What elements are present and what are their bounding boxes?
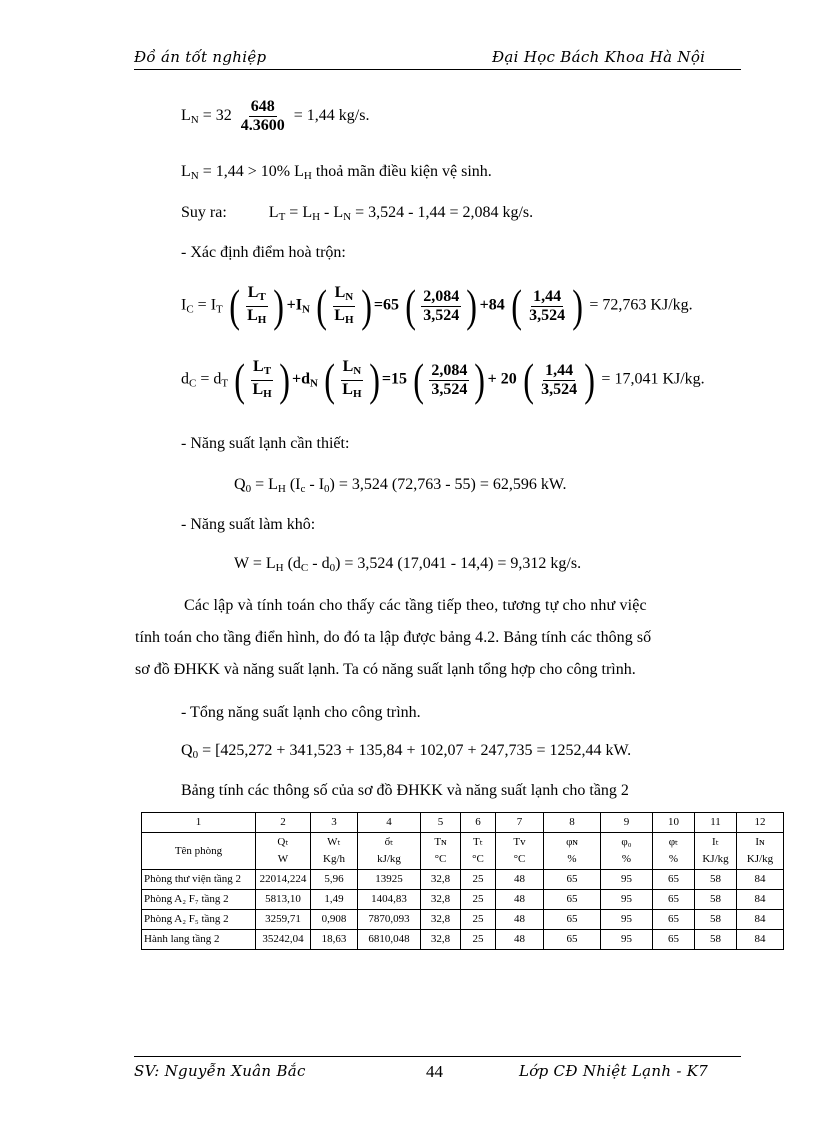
cooling-heading: - Năng suất lạnh cần thiết: <box>181 435 350 452</box>
table-cell: 32,8 <box>421 910 461 930</box>
table-cell: 32,8 <box>421 870 461 890</box>
table-cell: 4 <box>358 813 421 833</box>
table-cell: Wₜ Kg/h <box>311 833 358 870</box>
table-cell: 58 <box>695 870 737 890</box>
table-cell: 84 <box>737 890 784 910</box>
equation-ic: $I_C = I_T$ ( $\frac{L_T}{L_H}$ ) $+I_N$ ( $\frac{L_N}{L_H}$ ) =65 ( $\frac{2,084}{3,524}$ ) +84 ( $\frac{1,44}{3,524}$ ) = 72,763 KJ/kg. <box>181 280 693 331</box>
table-cell: 65 <box>653 870 695 890</box>
table-cell: 10 <box>653 813 695 833</box>
fraction: $\frac{648}{4.3600}$ <box>240 98 285 134</box>
table-cell: 5,96 <box>311 870 358 890</box>
table-cell: 65 <box>544 910 601 930</box>
table-cell: 58 <box>695 930 737 950</box>
table-cell: 7 <box>496 813 544 833</box>
table-cell: 8 <box>544 813 601 833</box>
table-cell: 65 <box>653 930 695 950</box>
table-cell: 84 <box>737 910 784 930</box>
table-cell: 25 <box>461 890 496 910</box>
header-left: Đồ án tốt nghiệp <box>134 48 267 66</box>
table-cell: 84 <box>737 930 784 950</box>
table-cell: 84 <box>737 870 784 890</box>
table-cell: 58 <box>695 910 737 930</box>
paragraph-line-1: Các lập và tính toán cho thấy các tầng tiếp theo, tương tự cho như việc <box>184 597 647 614</box>
table-cell: 25 <box>461 870 496 890</box>
footer-right: Lớp CĐ Nhiệt Lạnh - K7 <box>519 1062 709 1080</box>
table-cell: 7870,093 <box>358 910 421 930</box>
table-cell: 1 <box>142 813 256 833</box>
mix-heading: - Xác định điểm hoà trộn: <box>181 244 346 261</box>
table-cell: 65 <box>544 930 601 950</box>
table-cell: 22014,224 <box>256 870 311 890</box>
paragraph-line-2: tính toán cho tầng điển hình, do đó ta lập được bảng 4.2. Bảng tính các thông số <box>135 629 652 646</box>
table-cell: 95 <box>601 910 653 930</box>
table-cell: 13925 <box>358 870 421 890</box>
condition-line: $L_N = 1,44 > 10\%$ $L_H$ thoả mãn điều kiện vệ sinh. <box>181 163 492 182</box>
table-cell: φₜ % <box>653 833 695 870</box>
table-cell: 5813,10 <box>256 890 311 910</box>
table-cell: 65 <box>653 890 695 910</box>
table-cell: 11 <box>695 813 737 833</box>
paragraph-line-3: sơ đồ ĐHKK và năng suất lạnh. Ta có năng suất lạnh tổng hợp cho công trình. <box>135 661 636 678</box>
table-number-row <box>142 813 784 833</box>
table-cell: ổₜ kJ/kg <box>358 833 421 870</box>
table-cell: 95 <box>601 870 653 890</box>
table-cell: 1,49 <box>311 890 358 910</box>
table-cell: 3 <box>311 813 358 833</box>
table-cell: 6 <box>461 813 496 833</box>
table-cell: Iₜ KJ/kg <box>695 833 737 870</box>
table-cell: 0,908 <box>311 910 358 930</box>
footer-rule <box>134 1056 741 1057</box>
table-row <box>142 910 784 930</box>
table-cell: 18,63 <box>311 930 358 950</box>
header-right: Đại Học Bách Khoa Hà Nội <box>492 48 706 66</box>
total-heading: - Tổng năng suất lạnh cho công trình. <box>181 704 421 721</box>
table-cell: 58 <box>695 890 737 910</box>
equation-total: $Q_0 = [425,272 + 341,523 + 135,84 + 102,07 + 247,735 = 1252,44$ kW. <box>181 742 632 761</box>
equation-q0: $Q_0 = L_H$ $(I_c - I_0) = 3,524$ (72,763 - 55) = 62,596 kW. <box>234 476 567 495</box>
table-cell: 12 <box>737 813 784 833</box>
table-cell: Hành lang tầng 2 <box>142 930 256 950</box>
table-cell: 95 <box>601 930 653 950</box>
table-cell: Tᴠ °C <box>496 833 544 870</box>
table-cell: 3259,71 <box>256 910 311 930</box>
table-cell: Tɴ °C <box>421 833 461 870</box>
parameters-table <box>141 812 784 950</box>
table-cell: 48 <box>496 870 544 890</box>
table-header-row <box>142 833 784 870</box>
table-cell: φ₀ % <box>601 833 653 870</box>
table-cell: 25 <box>461 930 496 950</box>
table-cell: 65 <box>544 870 601 890</box>
table-row <box>142 930 784 950</box>
table-cell: 35242,04 <box>256 930 311 950</box>
equation-w: $W = L_H$ $(d_C - d_0) = 3,524$ (17,041 - 14,4) = 9,312 kg/s. <box>234 555 582 574</box>
header-rule <box>134 69 741 70</box>
equation-dc: $d_C = d_T$ ( $\frac{L_T}{L_H}$ ) $+d_N$ ( $\frac{L_N}{L_H}$ ) =15 ( $\frac{2,084}{3,524}$ ) + 20 ( $\frac{1,44}{3,524}$ ) = 17,041 KJ/kg. <box>181 354 705 405</box>
table-cell: 2 <box>256 813 311 833</box>
table-row <box>142 890 784 910</box>
table-cell: 6810,048 <box>358 930 421 950</box>
footer-left: SV: Nguyễn Xuân Bắc <box>134 1062 306 1080</box>
table-cell: 65 <box>544 890 601 910</box>
table-cell: Phòng A₂ F₇ tầng 2 <box>142 890 256 910</box>
table-row <box>142 870 784 890</box>
table-cell: 48 <box>496 910 544 930</box>
table-cell: 65 <box>653 910 695 930</box>
table-cell: Tên phòng <box>142 833 256 870</box>
table-cell: 25 <box>461 910 496 930</box>
table-cell: 48 <box>496 930 544 950</box>
table-cell: 48 <box>496 890 544 910</box>
table-cell: Phòng A₂ F₅ tầng 2 <box>142 910 256 930</box>
table-cell: 32,8 <box>421 890 461 910</box>
table-cell: φɴ % <box>544 833 601 870</box>
table-cell: 1404,83 <box>358 890 421 910</box>
equation-ln: $L_N = 32$ $\frac{648}{4.3600}$ = 1,44 kg/s. <box>181 98 370 134</box>
page-number: 44 <box>426 1062 443 1081</box>
result-lt-line: Suy ra: $L_T = L_H - L_N = 3,524 - 1,44 = 2,084$ kg/s. <box>181 204 534 223</box>
table-cell: 9 <box>601 813 653 833</box>
table-cell: Qₜ W <box>256 833 311 870</box>
table-cell: 95 <box>601 890 653 910</box>
table-cell: Tₜ °C <box>461 833 496 870</box>
table-cell: 5 <box>421 813 461 833</box>
table-cell: Phòng thư viện tầng 2 <box>142 870 256 890</box>
table-cell: 32,8 <box>421 930 461 950</box>
table-caption: Bảng tính các thông số của sơ đồ ĐHKK và năng suất lạnh cho tầng 2 <box>181 782 629 799</box>
drying-heading: - Năng suất làm khô: <box>181 516 316 533</box>
table-cell: Iɴ KJ/kg <box>737 833 784 870</box>
